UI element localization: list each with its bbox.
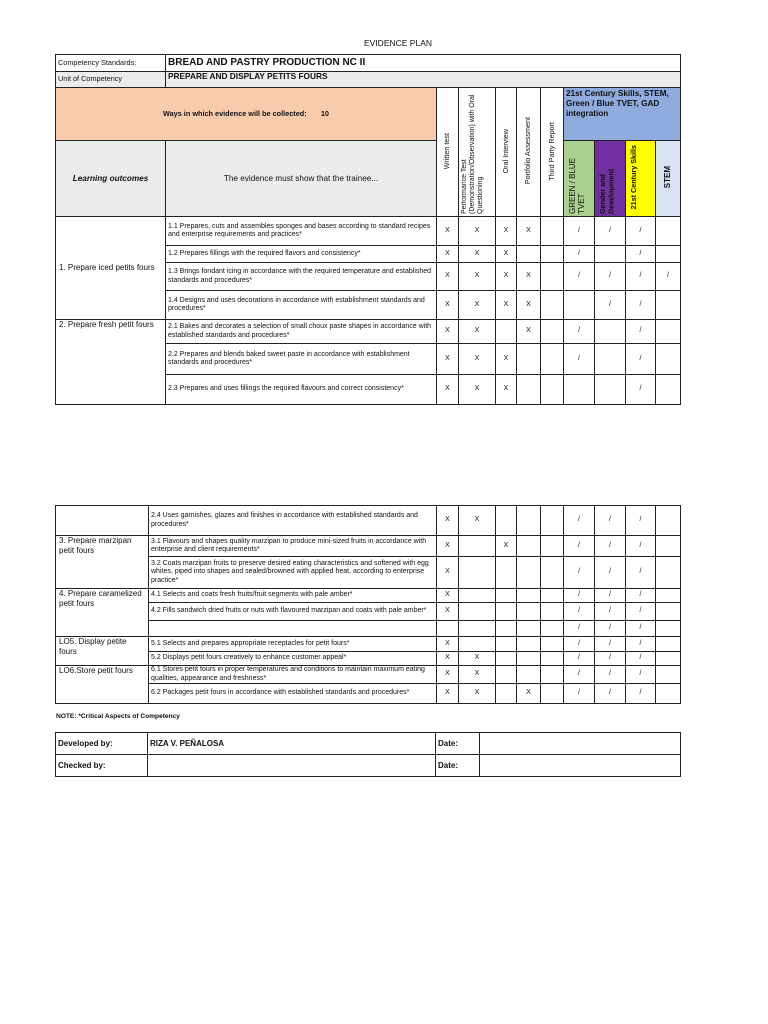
table-row bbox=[56, 557, 681, 589]
integration-label: STEM bbox=[663, 166, 673, 189]
mark-cell bbox=[541, 666, 564, 684]
mark-cell: X bbox=[496, 263, 517, 291]
integration-21st-century bbox=[626, 141, 656, 217]
mark-cell bbox=[517, 589, 541, 603]
page-title: EVIDENCE PLAN bbox=[363, 38, 433, 48]
mark-cell bbox=[437, 621, 459, 637]
evidence-text: 2.2 Prepares and blends baked sweet paste in accordance with establishment standards and procedures* bbox=[166, 344, 437, 375]
mark-cell bbox=[541, 637, 564, 652]
mark-cell: X bbox=[437, 506, 459, 536]
mark-cell: / bbox=[626, 506, 656, 536]
ways-count: 10 bbox=[320, 108, 329, 118]
mark-cell: / bbox=[626, 621, 656, 637]
mark-cell bbox=[656, 621, 681, 637]
mark-cell: X bbox=[459, 217, 496, 246]
method-label: Written test bbox=[442, 132, 452, 170]
evidence-text: 3.1 Flavours and shapes quality marzipan to produce mini-sized fruits in accordance with enterprise and client requirements* bbox=[149, 536, 437, 557]
checked-by-label: Checked by: bbox=[56, 755, 148, 777]
mark-cell: / bbox=[626, 557, 656, 589]
method-label: Performance Test (Demonstration/Observation) with Oral Questioning bbox=[461, 94, 485, 214]
mark-cell: / bbox=[564, 589, 595, 603]
learning-outcome: LO5. Display petite fours bbox=[56, 637, 149, 666]
evidence-text: 2.1 Bakes and decorates a selection of small choux paste shapes in accordance with established standards and procedures* bbox=[166, 320, 437, 344]
evidence-header: The evidence must show that the trainee... bbox=[166, 141, 437, 217]
mark-cell bbox=[656, 536, 681, 557]
mark-cell: X bbox=[437, 375, 459, 405]
learning-outcome: 3. Prepare marzipan petit fours bbox=[56, 536, 149, 589]
date-label: Date: bbox=[436, 755, 480, 777]
competency-standards-value: BREAD AND PASTRY PRODUCTION NC II bbox=[166, 55, 681, 72]
mark-cell bbox=[656, 684, 681, 704]
mark-cell: / bbox=[626, 589, 656, 603]
mark-cell: X bbox=[437, 637, 459, 652]
table-row bbox=[56, 637, 681, 652]
mark-cell bbox=[517, 375, 541, 405]
mark-cell bbox=[595, 375, 626, 405]
mark-cell bbox=[496, 320, 517, 344]
mark-cell: / bbox=[626, 684, 656, 704]
mark-cell: / bbox=[626, 291, 656, 320]
evidence-text: 5.2 Displays petit fours creatively to enhance customer appeal* bbox=[149, 652, 437, 666]
mark-cell: X bbox=[437, 603, 459, 621]
mark-cell: / bbox=[626, 246, 656, 263]
mark-cell bbox=[564, 291, 595, 320]
mark-cell: X bbox=[496, 344, 517, 375]
mark-cell: X bbox=[437, 666, 459, 684]
mark-cell bbox=[459, 557, 496, 589]
mark-cell: / bbox=[564, 506, 595, 536]
integration-stem bbox=[656, 141, 681, 217]
table-row bbox=[56, 684, 681, 704]
mark-cell: X bbox=[437, 246, 459, 263]
method-label: Oral Interview bbox=[500, 128, 510, 174]
mark-cell: / bbox=[564, 621, 595, 637]
mark-cell: / bbox=[564, 637, 595, 652]
mark-cell: / bbox=[595, 506, 626, 536]
mark-cell: / bbox=[595, 637, 626, 652]
mark-cell bbox=[656, 344, 681, 375]
mark-cell: X bbox=[437, 320, 459, 344]
unit-of-competency-value: PREPARE AND DISPLAY PETITS FOURS bbox=[166, 72, 681, 88]
mark-cell bbox=[541, 684, 564, 704]
evidence-text: 4.2 Fills sandwich dried fruits or nuts with flavoured marzipan and coats with pale amber* bbox=[149, 603, 437, 621]
mark-cell bbox=[541, 217, 564, 246]
mark-cell bbox=[496, 684, 517, 704]
learning-outcome: LO6.Store petit fours bbox=[56, 666, 149, 704]
mark-cell: X bbox=[496, 217, 517, 246]
mark-cell: X bbox=[437, 589, 459, 603]
mark-cell bbox=[459, 637, 496, 652]
learning-outcome: 4. Prepare caramelized petit fours bbox=[56, 589, 149, 637]
evidence-text: 6.2 Packages petit fours in accordance with established standards and procedures* bbox=[149, 684, 437, 704]
mark-cell: / bbox=[564, 666, 595, 684]
mark-cell bbox=[541, 320, 564, 344]
mark-cell: / bbox=[564, 344, 595, 375]
mark-cell bbox=[496, 603, 517, 621]
mark-cell: / bbox=[564, 684, 595, 704]
mark-cell bbox=[656, 217, 681, 246]
century-skills-header: 21st Century Skills, STEM, Green / Blue TVET, GAD integration bbox=[564, 88, 681, 141]
mark-cell: / bbox=[564, 603, 595, 621]
mark-cell: X bbox=[437, 263, 459, 291]
mark-cell bbox=[656, 589, 681, 603]
mark-cell bbox=[541, 246, 564, 263]
mark-cell bbox=[656, 637, 681, 652]
mark-cell: / bbox=[595, 263, 626, 291]
mark-cell bbox=[656, 246, 681, 263]
mark-cell: / bbox=[564, 217, 595, 246]
mark-cell: / bbox=[595, 536, 626, 557]
evidence-text: 2.3 Prepares and uses fillings the required flavours and correct consistency* bbox=[166, 375, 437, 405]
mark-cell: / bbox=[656, 263, 681, 291]
method-portfolio bbox=[517, 88, 541, 217]
mark-cell: X bbox=[437, 536, 459, 557]
method-label: Third Party Report bbox=[546, 121, 556, 181]
table-row bbox=[56, 536, 681, 557]
mark-cell bbox=[459, 589, 496, 603]
mark-cell: / bbox=[595, 589, 626, 603]
mark-cell: / bbox=[626, 637, 656, 652]
evidence-text: 1.2 Prepares fillings with the required flavors and consistency* bbox=[166, 246, 437, 263]
mark-cell bbox=[541, 603, 564, 621]
mark-cell: / bbox=[595, 603, 626, 621]
mark-cell: / bbox=[595, 217, 626, 246]
mark-cell bbox=[459, 603, 496, 621]
mark-cell: / bbox=[595, 291, 626, 320]
mark-cell bbox=[541, 621, 564, 637]
mark-cell: X bbox=[437, 652, 459, 666]
date-label: Date: bbox=[436, 733, 480, 755]
mark-cell: / bbox=[626, 603, 656, 621]
mark-cell bbox=[541, 375, 564, 405]
mark-cell: / bbox=[626, 536, 656, 557]
mark-cell bbox=[656, 603, 681, 621]
mark-cell bbox=[517, 557, 541, 589]
mark-cell bbox=[541, 291, 564, 320]
note-critical-aspects: NOTE: *Critical Aspects of Competency bbox=[56, 713, 180, 720]
mark-cell: / bbox=[626, 375, 656, 405]
mark-cell: X bbox=[459, 652, 496, 666]
mark-cell: X bbox=[437, 291, 459, 320]
table-row bbox=[56, 603, 681, 621]
table-row bbox=[56, 320, 681, 344]
integration-gender-development bbox=[595, 141, 626, 217]
signoff-table bbox=[55, 732, 681, 777]
integration-label: Gender and Development bbox=[598, 168, 616, 214]
method-third-party bbox=[541, 88, 564, 217]
mark-cell: / bbox=[595, 652, 626, 666]
mark-cell bbox=[656, 320, 681, 344]
table-row bbox=[56, 666, 681, 684]
mark-cell bbox=[459, 536, 496, 557]
mark-cell bbox=[541, 344, 564, 375]
integration-label: 21st Century Skills bbox=[628, 145, 638, 210]
mark-cell bbox=[517, 652, 541, 666]
mark-cell bbox=[541, 589, 564, 603]
developed-date-value[interactable] bbox=[480, 733, 681, 755]
mark-cell: X bbox=[437, 557, 459, 589]
method-performance-test bbox=[459, 88, 496, 217]
mark-cell: X bbox=[459, 246, 496, 263]
table-row bbox=[56, 506, 681, 536]
evidence-text: 1.1 Prepares, cuts and assembles sponges and bases according to standard recipes and enterprise requirements and practices* bbox=[166, 217, 437, 246]
mark-cell: X bbox=[496, 536, 517, 557]
learning-outcomes-header: Learning outcomes bbox=[56, 141, 166, 217]
mark-cell bbox=[541, 652, 564, 666]
evidence-text: 1.3 Brings fondant icing in accordance with the required temperature and established standards and procedures* bbox=[166, 263, 437, 291]
mark-cell bbox=[656, 666, 681, 684]
mark-cell: X bbox=[459, 375, 496, 405]
mark-cell bbox=[595, 246, 626, 263]
mark-cell bbox=[541, 263, 564, 291]
mark-cell: / bbox=[626, 666, 656, 684]
mark-cell: X bbox=[496, 246, 517, 263]
mark-cell bbox=[517, 603, 541, 621]
mark-cell bbox=[564, 375, 595, 405]
mark-cell: X bbox=[517, 320, 541, 344]
mark-cell bbox=[656, 375, 681, 405]
mark-cell: / bbox=[564, 320, 595, 344]
mark-cell bbox=[496, 589, 517, 603]
mark-cell: X bbox=[517, 217, 541, 246]
mark-cell bbox=[496, 637, 517, 652]
mark-cell bbox=[517, 637, 541, 652]
mark-cell bbox=[595, 320, 626, 344]
mark-cell: X bbox=[459, 666, 496, 684]
mark-cell: X bbox=[459, 344, 496, 375]
evidence-text bbox=[149, 621, 437, 637]
mark-cell bbox=[656, 557, 681, 589]
evidence-text: 5.1 Selects and prepares appropriate receptacles for petit fours* bbox=[149, 637, 437, 652]
unit-of-competency-label: Unit of Competency bbox=[56, 72, 166, 88]
mark-cell bbox=[541, 557, 564, 589]
evidence-text: 2.4 Uses garnishes, glazes and finishes in accordance with established standards and procedures* bbox=[149, 506, 437, 536]
mark-cell bbox=[656, 506, 681, 536]
mark-cell bbox=[595, 344, 626, 375]
mark-cell: / bbox=[564, 652, 595, 666]
learning-outcome bbox=[56, 506, 149, 536]
mark-cell: / bbox=[564, 557, 595, 589]
table-row bbox=[56, 621, 681, 637]
method-oral-interview bbox=[496, 88, 517, 217]
mark-cell: X bbox=[459, 320, 496, 344]
mark-cell: X bbox=[437, 684, 459, 704]
developed-by-value: RIZA V. PEÑALOSA bbox=[148, 733, 436, 755]
integration-label: GREEN / BLUE TVET bbox=[568, 157, 587, 214]
evidence-plan-table-1 bbox=[55, 54, 681, 405]
mark-cell: X bbox=[517, 684, 541, 704]
mark-cell bbox=[496, 666, 517, 684]
learning-outcome: 2. Prepare fresh petit fours bbox=[56, 320, 166, 405]
ways-label: Ways in which evidence will be collected: bbox=[162, 108, 307, 118]
competency-standards-label: Competency Standards: bbox=[56, 55, 166, 72]
mark-cell bbox=[541, 506, 564, 536]
mark-cell: / bbox=[595, 684, 626, 704]
mark-cell bbox=[517, 344, 541, 375]
mark-cell bbox=[517, 666, 541, 684]
mark-cell bbox=[517, 246, 541, 263]
evidence-text: 3.2 Coats marzipan fruits to preserve desired eating characteristics and softened with egg whites, piped into shapes and sealed/browned with applied heat, according to enterprise practice* bbox=[149, 557, 437, 589]
mark-cell bbox=[517, 621, 541, 637]
mark-cell bbox=[541, 536, 564, 557]
evidence-text: 1.4 Designs and uses decorations in accordance with establishment standards and procedures* bbox=[166, 291, 437, 320]
evidence-text: 6.1 Stores petit fours in proper temperatures and conditions to maintain maximum eating qualities, appearance and freshness* bbox=[149, 666, 437, 684]
mark-cell: X bbox=[459, 291, 496, 320]
evidence-plan-table-2 bbox=[55, 505, 681, 704]
mark-cell bbox=[656, 291, 681, 320]
developed-by-label: Developed by: bbox=[56, 733, 148, 755]
mark-cell: / bbox=[595, 666, 626, 684]
mark-cell: X bbox=[437, 344, 459, 375]
mark-cell: X bbox=[437, 217, 459, 246]
mark-cell: / bbox=[626, 652, 656, 666]
mark-cell: / bbox=[626, 263, 656, 291]
mark-cell: / bbox=[595, 621, 626, 637]
mark-cell bbox=[656, 652, 681, 666]
mark-cell: X bbox=[517, 291, 541, 320]
table-row bbox=[56, 589, 681, 603]
mark-cell bbox=[517, 536, 541, 557]
mark-cell: / bbox=[626, 217, 656, 246]
mark-cell: X bbox=[517, 263, 541, 291]
checked-by-value[interactable] bbox=[148, 755, 436, 777]
mark-cell: X bbox=[459, 684, 496, 704]
integration-green-blue-tvet bbox=[564, 141, 595, 217]
mark-cell bbox=[496, 557, 517, 589]
mark-cell: X bbox=[496, 375, 517, 405]
ways-collected bbox=[56, 88, 437, 141]
mark-cell bbox=[517, 506, 541, 536]
learning-outcome: 1. Prepare iced petits fours bbox=[56, 217, 166, 320]
evidence-text: 4.1 Selects and coats fresh fruits/fruit segments with pale amber* bbox=[149, 589, 437, 603]
mark-cell bbox=[496, 621, 517, 637]
checked-date-value[interactable] bbox=[480, 755, 681, 777]
table-row bbox=[56, 217, 681, 246]
mark-cell bbox=[496, 652, 517, 666]
table-row bbox=[56, 652, 681, 666]
method-label: Portfolio Assessment bbox=[523, 117, 533, 185]
mark-cell: X bbox=[459, 506, 496, 536]
mark-cell: / bbox=[564, 263, 595, 291]
mark-cell bbox=[496, 506, 517, 536]
method-written-test bbox=[437, 88, 459, 217]
mark-cell bbox=[459, 621, 496, 637]
mark-cell: X bbox=[496, 291, 517, 320]
mark-cell: / bbox=[595, 557, 626, 589]
mark-cell: / bbox=[626, 320, 656, 344]
mark-cell: X bbox=[459, 263, 496, 291]
mark-cell: / bbox=[564, 536, 595, 557]
mark-cell: / bbox=[626, 344, 656, 375]
mark-cell: / bbox=[564, 246, 595, 263]
